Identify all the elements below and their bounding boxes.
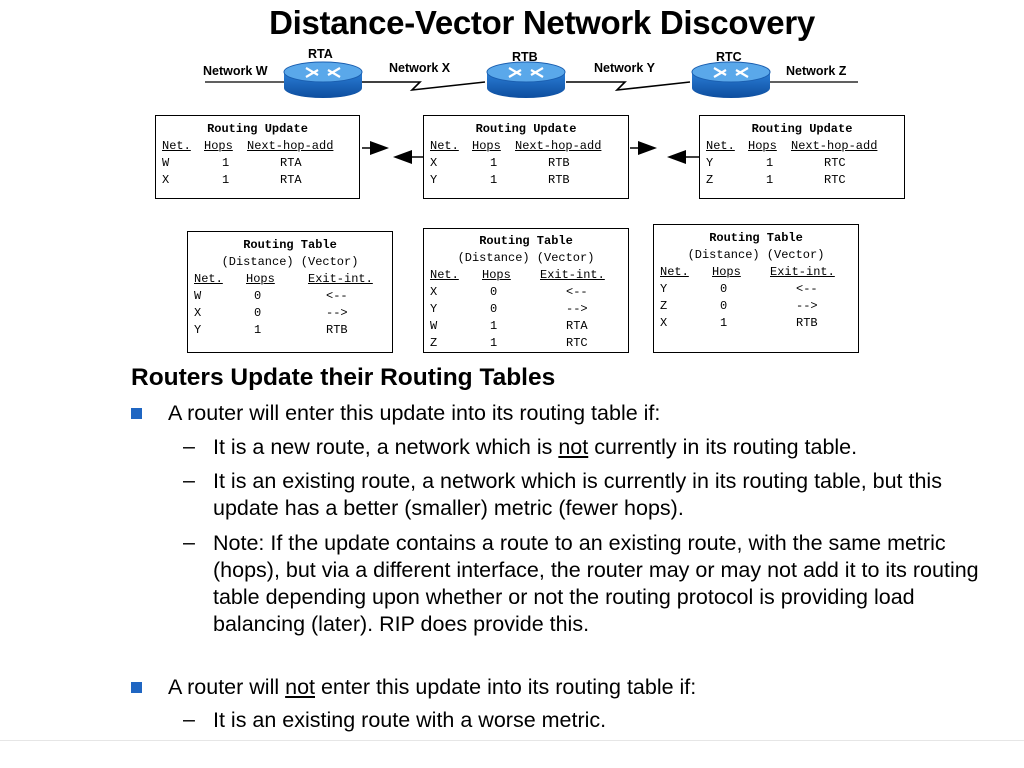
table-title: Routing Table (709, 231, 803, 245)
router-rtc-icon (692, 62, 770, 98)
cell: 1 (766, 156, 774, 170)
network-x-label: Network X (389, 61, 451, 75)
col-header: Hops (712, 265, 741, 279)
col-header: Hops (472, 139, 501, 153)
cell: 0 (254, 306, 262, 320)
dash-icon: – (183, 468, 195, 492)
router-rtb-label: RTB (512, 50, 538, 64)
cell: 0 (720, 282, 728, 296)
cell: RTC (566, 336, 588, 350)
slide-title: Distance-Vector Network Discovery (269, 4, 815, 41)
col-header: Exit-int. (540, 268, 605, 282)
routing-table-rtb (423, 228, 629, 353)
cell: X (660, 316, 668, 330)
update-title: Routing Update (475, 122, 577, 136)
cell: RTB (548, 173, 570, 187)
col-header: Net. (706, 139, 735, 153)
cell: X (430, 285, 438, 299)
cell: 1 (720, 316, 728, 330)
dash-icon: – (183, 530, 195, 554)
bullet-square-icon (131, 408, 142, 419)
cell: <-- (566, 285, 588, 299)
table-title: Routing Table (243, 238, 337, 252)
sub-bullet-2: It is an existing route, a network which is currently in its routing table, but this update has a better (smaller) metric (fewer hops). (213, 469, 942, 520)
cell: X (430, 156, 438, 170)
update-arrow-right-1 (362, 141, 389, 155)
update-arrow-left-2 (667, 150, 699, 164)
sub-bullet-1: It is a new route, a network which is not currently in its routing table. (213, 435, 858, 459)
cell: X (194, 306, 202, 320)
col-header: Next-hop-add (247, 139, 334, 153)
cell: 1 (490, 336, 498, 350)
update-arrow-left-1 (393, 150, 423, 164)
col-header: Net. (194, 272, 223, 286)
section-heading: Routers Update their Routing Tables (131, 364, 556, 391)
cell: 0 (490, 285, 498, 299)
col-header: Hops (204, 139, 233, 153)
cell: 0 (254, 289, 262, 303)
cell: RTC (824, 156, 846, 170)
col-header: Net. (430, 139, 459, 153)
col-header: Hops (482, 268, 511, 282)
bottom-divider (0, 740, 1024, 741)
cell: 1 (490, 319, 498, 333)
cell: Z (706, 173, 714, 187)
col-header: Next-hop-add (791, 139, 878, 153)
table-subtitle: (Distance) (Vector) (687, 248, 825, 262)
routing-table-rta (187, 231, 393, 353)
router-rtc-label: RTC (716, 50, 742, 64)
cell: 1 (490, 173, 498, 187)
cell: Y (430, 173, 438, 187)
cell: <-- (796, 282, 818, 296)
router-rta-icon (284, 62, 362, 98)
col-header: Hops (246, 272, 275, 286)
cell: W (194, 289, 202, 303)
cell: --> (566, 302, 588, 316)
routing-update-rta (155, 115, 360, 199)
cell: Y (706, 156, 714, 170)
cell: RTB (548, 156, 570, 170)
col-header: Hops (748, 139, 777, 153)
cell: 0 (490, 302, 498, 316)
cell: --> (796, 299, 818, 313)
col-header: Exit-int. (308, 272, 373, 286)
sub-bullet-4: It is an existing route with a worse metric. (213, 708, 607, 732)
network-y-label: Network Y (594, 61, 655, 75)
col-header: Net. (430, 268, 459, 282)
cell: RTA (566, 319, 588, 333)
cell: 1 (222, 156, 230, 170)
bullet-2: A router will not enter this update into its routing table if: (168, 675, 697, 699)
cell: Y (194, 323, 202, 337)
cell: Y (660, 282, 668, 296)
update-title: Routing Update (207, 122, 308, 136)
cell: Z (660, 299, 668, 313)
col-header: Net. (660, 265, 689, 279)
cell: --> (326, 306, 348, 320)
cell: RTA (280, 156, 302, 170)
bullet-square-icon (131, 682, 142, 693)
network-w-label: Network W (203, 64, 268, 78)
cell: 1 (222, 173, 230, 187)
cell: 1 (254, 323, 262, 337)
router-rtb-icon (487, 62, 565, 98)
cell: 1 (490, 156, 498, 170)
cell: RTC (824, 173, 846, 187)
cell: 0 (720, 299, 728, 313)
col-header: Next-hop-add (515, 139, 602, 153)
cell: RTA (280, 173, 302, 187)
table-title: Routing Table (479, 234, 573, 248)
cell: W (430, 319, 438, 333)
update-title: Routing Update (751, 122, 853, 136)
col-header: Exit-int. (770, 265, 835, 279)
network-y-link (566, 82, 690, 90)
col-header: Net. (162, 139, 191, 153)
table-subtitle: (Distance) (Vector) (457, 251, 595, 265)
table-subtitle: (Distance) (Vector) (221, 255, 359, 269)
network-z-label: Network Z (786, 64, 847, 78)
cell: <-- (326, 289, 348, 303)
cell: 1 (766, 173, 774, 187)
routing-update-rtb (423, 115, 629, 199)
cell: RTB (796, 316, 818, 330)
dash-icon: – (183, 434, 195, 458)
sub-bullet-3: Note: If the update contains a route to an existing route, with the same metric (hops), but via a different interface, the router may or may not add it to its routing table depending upon whether or not the routing protocol is providing load balancing (later). RIP does provide this. (213, 531, 979, 636)
cell: Z (430, 336, 438, 350)
cell: Y (430, 302, 438, 316)
dash-icon: – (183, 707, 195, 731)
cell: W (162, 156, 170, 170)
routing-update-rtc (699, 115, 905, 199)
bullet-1: A router will enter this update into its routing table if: (168, 401, 661, 425)
cell: RTB (326, 323, 348, 337)
cell: X (162, 173, 170, 187)
network-x-link (362, 82, 485, 90)
router-rta-label: RTA (308, 47, 333, 61)
update-arrow-right-2 (630, 141, 657, 155)
routing-table-rtc (653, 224, 859, 353)
